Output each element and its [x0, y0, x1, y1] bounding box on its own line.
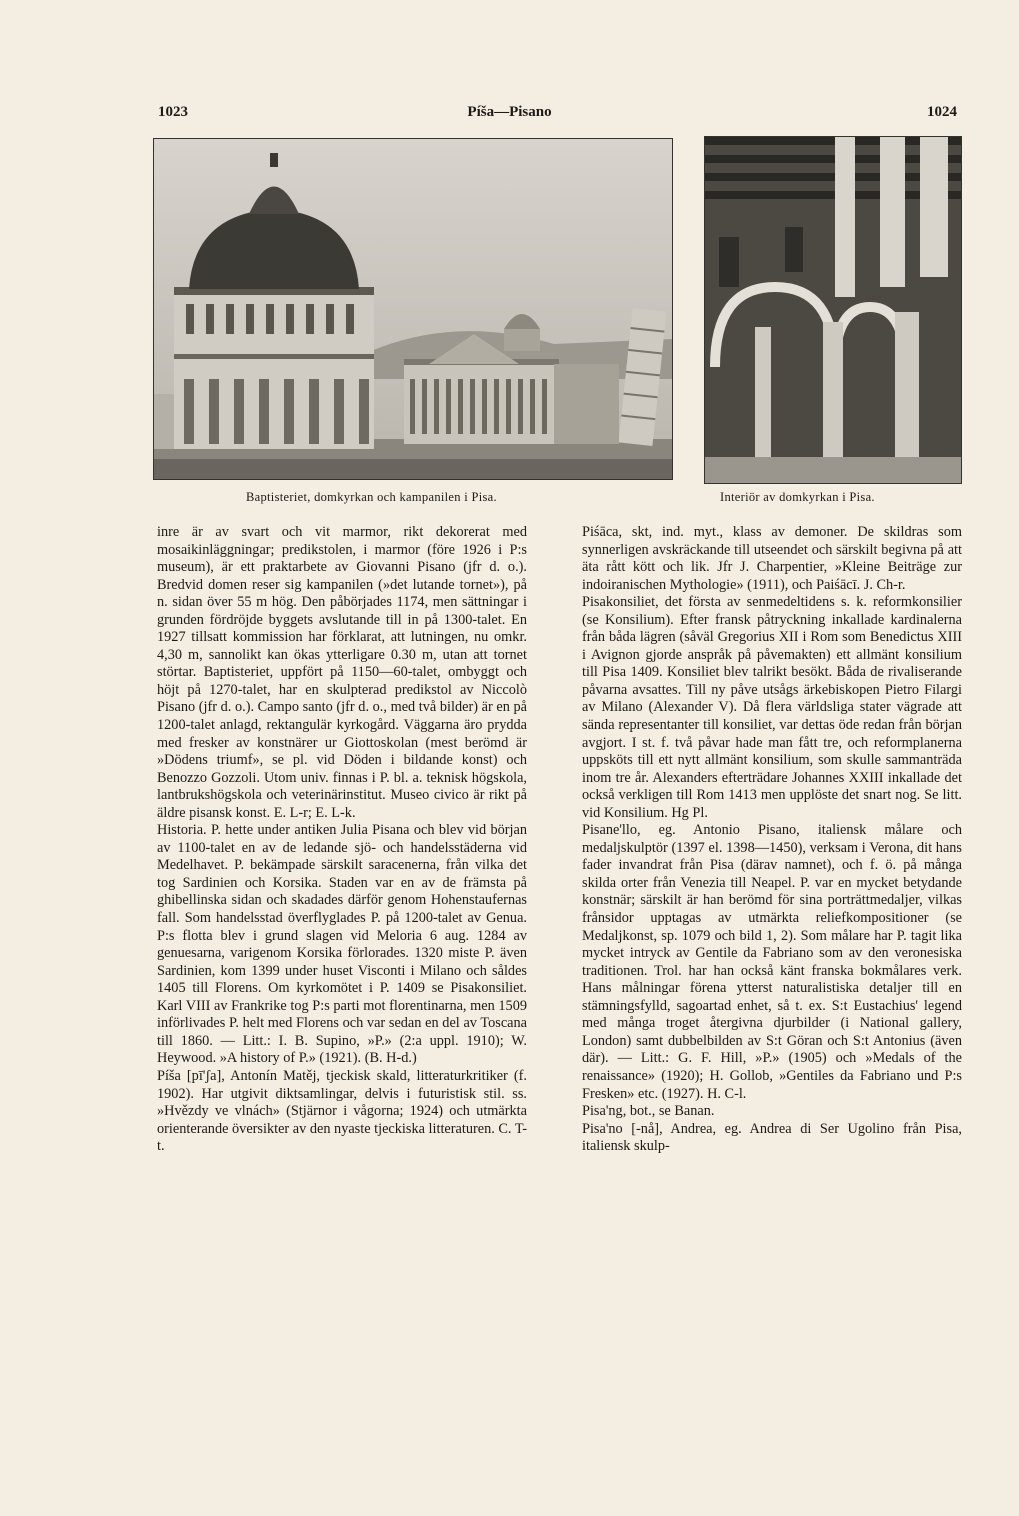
page-number-right: 1024 — [927, 104, 957, 120]
cathedral-interior-photo — [704, 136, 962, 484]
left-text-column — [157, 524, 527, 1156]
entry-pisaca: Piśāca, skt, ind. myt., klass av demoner. De skildras som synnerligen avskräckande till utseendet och särskilt begivna på att äta rått kött och lik. Jfr J. Charpentier, »Kleine Beiträge zur indoiranischen Mythologie» (1911), och Paiśācī. J. Ch-r. — [582, 524, 962, 593]
entry-pisanello: Pisane'llo, eg. Antonio Pisano, italiensk målare och medaljskulptör (1397 el. 1398—1450), verksam i Verona, dit hans fader invandrat från Pisa (därav namnet), och f. ö. på många skilda orter från Venezia till Neapel. P. var en mycket betydande konstnär; särskilt är han berömd för sina porträttmedaljer, vilkas frånsidor upptagas av utmärkta reliefkompositioner (se Medaljkonst, sp. 1079 och bild 1, 2). Som målare har P. tagit lika mycket intryck av Gentile da Fabriano som av den veronesiska traditionen. Trol. har han också känt franska bokmålares verk. Hans målningar förena ytterst naturalistiska detaljer till en stämningsfylld, sagoartad enhet, så t. ex. S:t Eustachius' legend med många troget återgivna djurbilder (i National gallery, London) samt dubbelbilden av S:t Göran och S:t Antonius (även där). — Litt.: G. F. Hill, »P.» (1905) och »Medals of the renaissance» (1920); H. Gollob, »Gentiles da Fabriano und P:s Fresken» etc. (1927). H. C-l. — [582, 822, 962, 1102]
entry-pisano-andrea: Pisa'no [-nå], Andrea, eg. Andrea di Ser Ugolino från Pisa, italiensk skulp- — [582, 1120, 962, 1155]
entry-pisang: Pisa'ng, bot., se Banan. — [582, 1103, 715, 1120]
entry-pisa-antonin: Píša [pī'ʃa], Antonín Matěj, tjeckisk skald, litteraturkritiker (f. 1902). Har utgivit diktsamlingar, delvis i futuristisk stil. ss. »Hvězdy ve vlnách» (Stjärnor i vågorna; 1924) och utmärkta orienterande översikter av den nyaste tjeckiska litteraturen. C. T-t. — [157, 1067, 528, 1155]
entry-pisakonsiliet: Pisakonsiliet, det första av senmedeltidens s. k. reformkonsilier (se Konsilium). Efter fransk påtryckning inkallade kardinalerna från båda lägren (såväl Gregorius XII i Rom som Benedictus XIII i Avignon gjorde anspråk på påvemakten) ett allmänt konsilium till Pisa 1409. Konsiliet blev talrikt besökt. Båda de rivaliserande påvarna avsattes. Till ny påve utsågs ärkebiskopen Pietro Filargi av Milano (Alexander V). Då flera världsliga stater vägrade att sända representanter till konsiliet, var dettas öde redan från början avgjort. I st. f. två påvar hade man fått tre, och reformplanerna uppsköts till ett nytt allmänt konsilium, som skulle sammanträda inom tre år. Alexanders efterträdare Johannes XXIII inkallade det också verkligen till Rom 1413 men upplöste det snart nog. Se litt. vid Konsilium. Hg Pl. — [582, 594, 962, 821]
running-head: Píša—Pisano — [467, 104, 552, 120]
right-text-column — [582, 524, 962, 1156]
left-figure-caption: Baptisteriet, domkyrkan och kampanilen i Pisa. — [246, 490, 497, 504]
paragraph-pisa-description: inre är av svart och vit marmor, rikt dekorerat med mosaikinläggningar; predikstolen, i marmor (före 1926 i P:s museum), är ett praktarbete av Giovanni Pisano (jfr d. o.). Bredvid domen reser sig kampanilen (»det lutande tornet»), på n. sidan över 55 m hög. Den påbörjades 1174, men sättningar i grunden fördröjde byggets avslutande till in på 1300-talet. En 1927 tillsatt kommission har förklarat, att lutningen, nu omkr. 4,30 m, sannolikt kan ökas ytterligare 0.30 m, utan att tornet störtar. Baptisteriet, uppfört på 1150—60-talet, ombyggt och höjt på 1270-talet, har en skulpterad predikstol av Niccolò Pisano (jfr d. o.). Campo santo (jfr d. o., med två bilder) är en på 1200-talet anlagd, rektangulär kyrkogård. Väggarna äro prydda med fresker av konstnärer ur Giottoskolan (mest berömd är »Dödens triumf», se pl. vid Döden i bildande konst) och Benozzo Gozzoli. Utom univ. finnas i P. bl. a. teknisk högskola, lantbrukshögskola och veterinärinstitut. Museo civico är rikt på äldre pisansk konst. E. L-r; E. L-k. — [157, 524, 527, 821]
paragraph-pisa-history: Historia. P. hette under antiken Julia Pisana och blev vid början av 1100-talet en av de ledande sjö- och handelsstäderna vid Medelhavet. P. bekämpade särskilt saracenerna, från vilka det tog Sardinien och Korsika. Staden var en av de främsta på ghibellinska sidan och skadades därför genom Hohenstaufernas fall. Som handelsstad överflyglades P. på 1200-talet av Genua. P:s flotta blev i grund slagen vid Meloria 6 aug. 1284 av genuesarna, varigenom Korsika förlorades. 1320 miste P. även Sardinien, kom 1399 under huset Visconti i Milano och såldes 1405 till Florens. Om kyrkomötet i P. 1409 se Pisakonsiliet. Karl VIII av Frankrike tog P:s parti mot florentinarna, men 1509 införlivades P. helt med Florens och var sedan en del av Toscana till 1860. — Litt.: I. B. Supino, »P.» (2:a uppl. 1910); W. Heywood. »A history of P.» (1921). (B. H-d.) — [157, 822, 527, 1067]
right-figure-caption: Interiör av domkyrkan i Pisa. — [720, 490, 875, 504]
baptistery-photo — [153, 138, 673, 480]
page-number-left: 1023 — [158, 104, 188, 120]
